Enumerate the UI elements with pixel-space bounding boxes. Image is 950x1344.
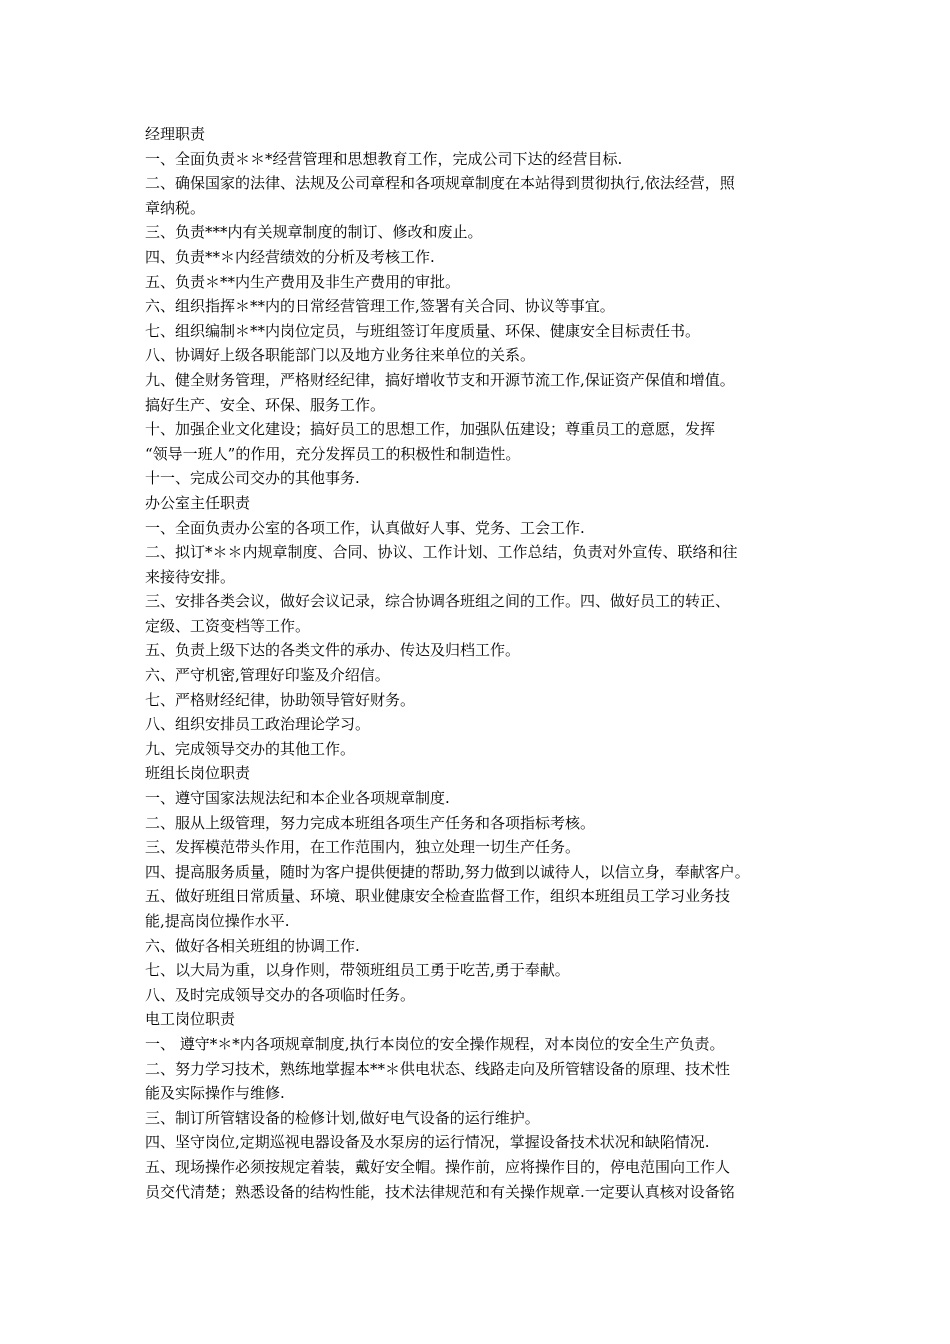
document-body xyxy=(145,122,813,1204)
text-line: 二、服从上级管理，努力完成本班组各项生产任务和各项指标考核。 xyxy=(145,813,596,832)
text-line: 四、提高服务质量，随时为客户提供便捷的帮助,努力做到以诚待人，以信立身，奉献客户。 xyxy=(145,862,750,881)
text-line: 三、发挥模范带头作用，在工作范围内，独立处理一切生产任务。 xyxy=(145,838,581,857)
text-line: 六、严守机密,管理好印鉴及介绍信。 xyxy=(145,666,390,685)
text-line: 十、加强企业文化建设；搞好员工的思想工作，加强队伍建设；尊重员工的意愿，发挥 xyxy=(145,420,716,439)
text-line: 九、完成领导交办的其他工作。 xyxy=(145,739,356,758)
text-line: 来接待安排。 xyxy=(145,567,236,586)
text-line: 八、协调好上级各职能部门以及地方业务往来单位的关系。 xyxy=(145,346,536,365)
text-line: 四、负责**＊内经营绩效的分析及考核工作. xyxy=(145,247,435,266)
section-title-manager: 经理职责 xyxy=(145,125,206,143)
text-line: 一、全面负责办公室的各项工作，认真做好人事、党务、工会工作. xyxy=(145,518,585,537)
text-line: 八、组织安排员工政治理论学习。 xyxy=(145,715,371,734)
text-line: 五、做好班组日常质量、环境、职业健康安全检查监督工作，组织本班组员工学习业务技 xyxy=(145,887,731,906)
text-line: 能及实际操作与维修. xyxy=(145,1084,285,1103)
text-line: 五、负责上级下达的各类文件的承办、传达及归档工作。 xyxy=(145,641,521,660)
text-line: 三、制订所管辖设备的检修计划,做好电气设备的运行维护。 xyxy=(145,1108,540,1127)
text-line: 二、努力学习技术，熟练地掌握本**＊供电状态、线路走向及所管辖设备的原理、技术性 xyxy=(145,1059,731,1078)
text-line: 三、安排各类会议，做好会议记录，综合协调各班组之间的工作。四、做好员工的转正、 xyxy=(145,592,731,611)
text-line: 搞好生产、安全、环保、服务工作。 xyxy=(145,395,386,414)
text-line: 三、负责***内有关规章制度的制订、修改和废止。 xyxy=(145,223,483,242)
text-line: 定级、工资变档等工作。 xyxy=(145,616,311,635)
text-line: 六、做好各相关班组的协调工作. xyxy=(145,936,360,955)
text-line: 七、以大局为重，以身作则，带领班组员工勇于吃苦,勇于奉献。 xyxy=(145,961,570,980)
text-line: 四、坚守岗位,定期巡视电器设备及水泵房的运行情况，掌握设备技术状况和缺陷情况. xyxy=(145,1133,710,1152)
text-line: 五、负责＊**内生产费用及非生产费用的审批。 xyxy=(145,272,461,291)
text-line: 六、组织指挥＊**内的日常经营管理工作,签署有关合同、协议等事宜。 xyxy=(145,297,615,316)
text-line: 能,提高岗位操作水平. xyxy=(145,912,290,930)
text-line: 十一、完成公司交办的其他事务. xyxy=(145,469,360,488)
text-line: 七、组织编制＊**内岗位定员，与班组签订年度质量、环保、健康安全目标责任书。 xyxy=(145,321,701,340)
section-title-office-director: 办公室主任职责 xyxy=(145,493,251,512)
text-line: 章纳税。 xyxy=(145,198,206,217)
text-line: 二、拟订*＊＊内规章制度、合同、协议、工作计划、工作总结，负责对外宣传、联络和往 xyxy=(145,543,738,562)
text-line: 八、及时完成领导交办的各项临时任务。 xyxy=(145,985,416,1004)
text-line: 一、遵守国家法规法纪和本企业各项规章制度. xyxy=(145,789,450,808)
section-title-team-leader: 班组长岗位职责 xyxy=(145,764,251,783)
section-title-electrician: 电工岗位职责 xyxy=(145,1010,236,1029)
text-line: 五、现场操作必须按规定着装，戴好安全帽。操作前，应将操作目的，停电范围向工作人 xyxy=(145,1157,731,1176)
text-line: 七、严格财经纪律，协助领导管好财务。 xyxy=(145,690,416,709)
text-line: 二、确保国家的法律、法规及公司章程和各项规章制度在本站得到贯彻执行,依法经营，照 xyxy=(145,174,735,193)
text-line: 一、全面负责＊＊*经营管理和思想教育工作，完成公司下达的经营目标. xyxy=(145,149,623,168)
text-line: “领导一班人”的作用，充分发挥员工的积极性和制造性。 xyxy=(145,444,521,463)
text-line: 一、 遵守*＊*内各项规章制度,执行本岗位的安全操作规程，对本岗位的安全生产负责。 xyxy=(145,1034,725,1053)
text-line: 员交代清楚；熟悉设备的结构性能，技术法律规范和有关操作规章.一定要认真核对设备铭 xyxy=(145,1182,735,1201)
text-line: 九、健全财务管理，严格财经纪律，搞好增收节支和开源节流工作,保证资产保值和增值。 xyxy=(145,370,735,389)
